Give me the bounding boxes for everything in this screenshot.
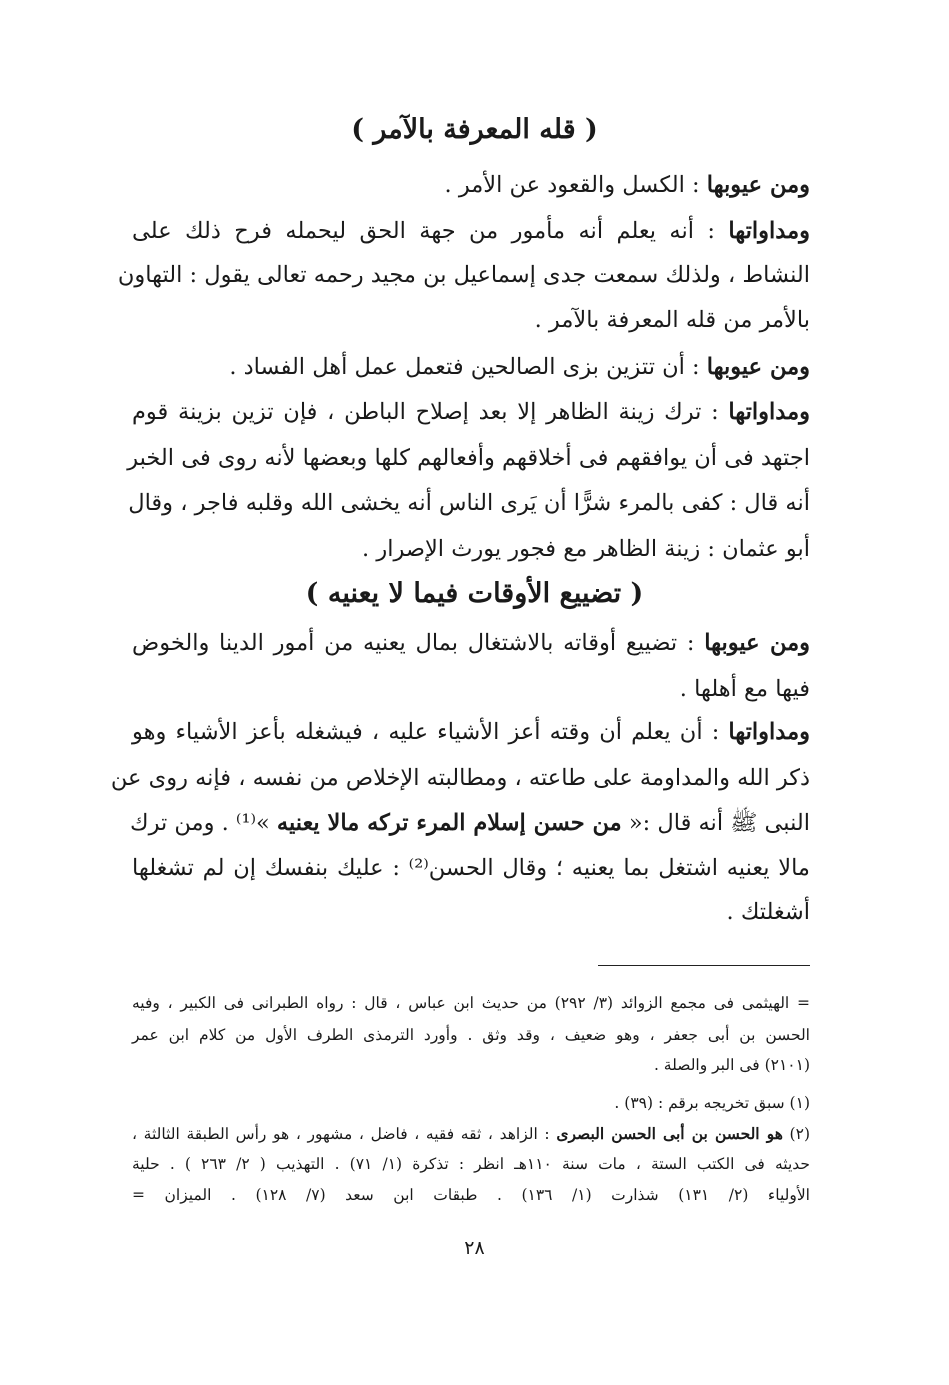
body-text: : أن تتزين بزى الصالحين فتعمل عمل أهل الفساد . xyxy=(229,354,707,380)
keyword-bold: ومداواتها xyxy=(728,218,810,244)
keyword-bold: ومداواتها xyxy=(728,719,810,745)
body-line-3: النشاط ، ولذلك سمعت جدى إسماعيل بن مجيد رحمه تعالى يقول : التهاون xyxy=(117,262,810,288)
body-text: »⁽¹⁾ . ومن ترك xyxy=(130,810,277,836)
body-line-11: فيها مع أهلها . xyxy=(679,676,810,702)
body-line-2 xyxy=(132,216,810,246)
body-line-15: مالا يعنيه اشتغل بما يعنيه ؛ وقال الحسن⁽²⁾ : عليك بنفسك إن لم تشغلها xyxy=(132,855,810,881)
footnote-line-6: حديثه فى الكتب الستة ، مات سنة ١١٠هـ انظر : تذكرة (١/ ٧١) . التهذيب ( ٢/ ٢٦٣ ) . حلية xyxy=(132,1155,810,1173)
keyword-bold: ومداواتها xyxy=(728,399,810,425)
body-line-5 xyxy=(132,352,810,382)
body-text: : أنه يعلم أنه مأمور من جهة الحق ليحمله فرح ذلك على xyxy=(132,218,729,244)
body-line-12 xyxy=(132,717,810,747)
body-text: : تضييع أوقاته بالاشتغال بمال يعنيه من أمور الدينا والخوض xyxy=(132,630,705,656)
body-line-1 xyxy=(132,170,810,200)
body-line-13: ذكر الله والمداومة على طاعته ، ومطالبته الإخلاص من نفسه ، فإنه روى عن xyxy=(110,765,810,791)
body-line-6 xyxy=(132,397,810,427)
body-line-9: أبو عثمان : زينة الظاهر مع فجور يورث الإصرار . xyxy=(362,536,810,562)
page-number: ٢٨ xyxy=(464,1237,485,1259)
footnote-line-4: (١) سبق تخريجه برقم : (٣٩) . xyxy=(614,1094,810,1112)
keyword-bold: ومن عيوبها xyxy=(706,172,810,198)
body-line-4: بالأمر من قله المعرفة بالآمر . xyxy=(534,307,810,333)
body-line-14 xyxy=(132,808,810,838)
body-text: : ترك زينة الظاهر إلا بعد إصلاح الباطن ، فإن تزين بزينة قوم xyxy=(132,399,729,425)
body-line-7: اجتهد فى أن يوافقهم فى أخلاقهم وأفعالهم كلها وبعضها لأنه روى فى الخبر xyxy=(127,445,810,471)
body-line-16: أشغلتك . xyxy=(726,899,810,925)
footnote-name-bold: هو الحسن بن أبى الحسن البصرى xyxy=(556,1124,783,1143)
keyword-bold: ومن عيوبها xyxy=(704,630,810,656)
footnote-line-3: (٢١٠١) فى البر والصلة . xyxy=(653,1056,810,1074)
keyword-bold: ومن عيوبها xyxy=(706,354,810,380)
footnote-separator xyxy=(598,965,810,966)
body-text: : أن يعلم أن وقته أعز الأشياء عليه ، فيشغله بأعز الأشياء وهو xyxy=(132,719,729,745)
body-text: : الكسل والقعود عن الأمر . xyxy=(444,172,707,198)
footnote-line-1: = الهيثمى فى مجمع الزوائد (٣/ ٢٩٢) من حديث ابن عباس ، قال : رواه الطبرانى فى الكبير ، وفيه xyxy=(132,994,810,1012)
section-heading-1: ( قله المعرفة بالآمر ) xyxy=(351,114,598,145)
hadith-quote-bold: من حسن إسلام المرء تركه مالا يعنيه xyxy=(276,810,622,836)
footnote-line-7: الأولياء (٢/ ١٣١) شذارت (١/ ١٣٦) . طبقات ابن سعد (٧/ ١٢٨) . الميزان = xyxy=(132,1186,810,1204)
body-line-8: أنه قال : كفى بالمرء شرًّا أن يَرى الناس أنه يخشى الله وقلبه فاجر ، وقال xyxy=(128,490,810,516)
footnote-line-2: الحسن بن أبى جعفر ، وهو ضعيف ، وقد وثق . وأورد الترمذى الطرف الأول من كلام ابن عمر xyxy=(132,1026,810,1044)
footnote-text: (٢) xyxy=(782,1125,810,1143)
footnote-text: : الزاهد ، ثقه فقيه ، فاضل ، مشهور ، هو رأس الطبقة الثالثة ، xyxy=(132,1125,557,1143)
footnote-line-5 xyxy=(132,1123,810,1145)
body-line-10 xyxy=(132,628,810,658)
body-text: النبى ﷺ أنه قال :« xyxy=(621,810,810,836)
section-heading-2: ( تضييع الأوقات فيما لا يعنيه ) xyxy=(305,578,644,609)
